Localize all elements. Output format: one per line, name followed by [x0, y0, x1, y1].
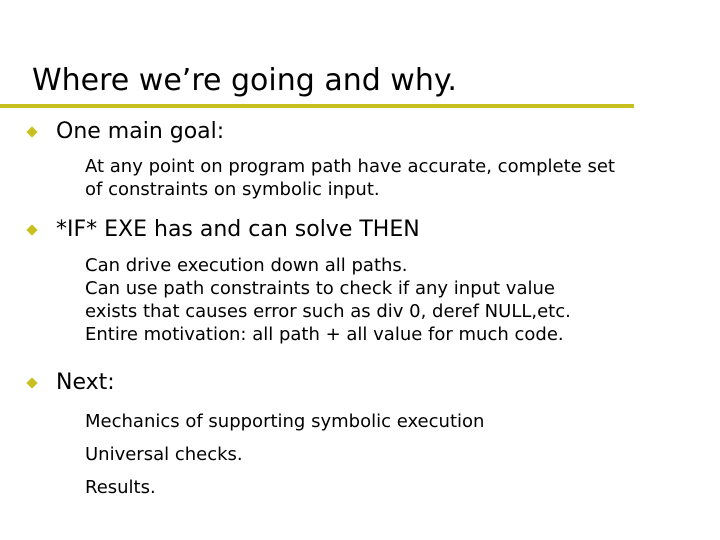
sub-item: Universal checks.: [85, 444, 243, 465]
bullet-next-details: [85, 410, 484, 509]
sub-item: of constraints on symbolic input.: [85, 179, 380, 200]
diamond-bullet-icon: [26, 377, 37, 388]
bullet-if-exe: [24, 216, 420, 244]
bullet-goal-details: [85, 155, 615, 201]
sub-item: Can use path constraints to check if any input value: [85, 278, 555, 299]
bullet-if-exe-details: [85, 254, 571, 346]
sub-item: exists that causes error such as div 0, deref NULL,etc.: [85, 301, 571, 322]
bullet-goal: [24, 118, 224, 146]
sub-item: Entire motivation: all path + all value for much code.: [85, 324, 564, 345]
bullet-next-text: Next:: [56, 370, 115, 395]
slide-title: Where we’re going and why.: [32, 63, 457, 98]
bullet-next: [24, 369, 115, 397]
sub-item: Mechanics of supporting symbolic execution: [85, 411, 485, 432]
diamond-bullet-icon: [26, 126, 37, 137]
sub-item: At any point on program path have accurate, complete set: [85, 156, 615, 177]
diamond-bullet-icon: [26, 224, 37, 235]
bullet-if-exe-text: *IF* EXE has and can solve THEN: [56, 217, 420, 242]
sub-item: Can drive execution down all paths.: [85, 255, 408, 276]
title-underline: [0, 104, 634, 108]
bullet-goal-text: One main goal:: [56, 119, 225, 144]
sub-item: Results.: [85, 477, 156, 498]
